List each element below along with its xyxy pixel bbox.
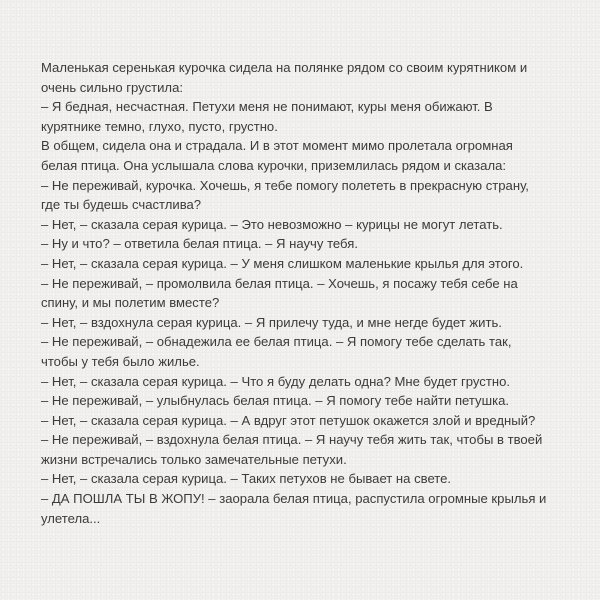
story-line: В общем, сидела она и страдала. И в этот момент мимо пролетала огромная [41,138,513,154]
story-line: – Нет, – сказала серая курица. – У меня слишком маленькие крылья для этого. [41,255,524,271]
story-line: белая птица. Она услышала слова курочки, приземлилась рядом и сказала: [41,157,507,173]
story-line: очень сильно грустила: [41,79,183,95]
story-line: Маленькая серенькая курочка сидела на полянке рядом со своим курятником и [41,60,528,75]
story-line: – Нет, – сказала серая курица. – А вдруг этот петушок окажется злой и вредный? [41,412,536,428]
story-line: спину, и мы полетим вместе? [41,295,220,311]
story-line: – Не переживай, – вздохнула белая птица. – Я научу тебя жить так, чтобы в твоей [41,432,543,448]
story-line: – Я бедная, несчастная. Петухи меня не понимают, куры меня обижают. В [41,99,493,115]
story-line: – Не переживай, – промолвила белая птица. – Хочешь, я посажу тебя себе на [41,275,518,291]
story-text-block [41,58,571,528]
story-line: – Не переживай, – улыбнулась белая птица. – Я помогу тебе найти петушка. [41,393,510,409]
story-line: курятнике темно, глухо, пусто, грустно. [41,118,278,134]
story-line: – Нет, – вздохнула серая курица. – Я прилечу туда, и мне негде будет жить. [41,314,502,330]
story-line: улетела... [41,510,101,526]
story-line: – Нет, – сказала серая курица. – Таких петухов не бывает на свете. [41,471,452,487]
story-line: – Нет, – сказала серая курица. – Это невозможно – курицы не могут летать. [41,216,503,232]
story-line: – Нет, – сказала серая курица. – Что я буду делать одна? Мне будет грустно. [41,373,511,389]
story-line: где ты будешь счастлива? [41,197,202,213]
story-line: – Не переживай, – обнадежила ее белая птица. – Я помогу тебе сделать так, [41,334,512,350]
story-line: – ДА ПОШЛА ТЫ В ЖОПУ! – заорала белая птица, распустила огромные крылья и [41,491,547,507]
story-line: жизни встречались только замечательные петухи. [41,451,347,467]
story-line: – Не переживай, курочка. Хочешь, я тебе помогу полететь в прекрасную страну, [41,177,529,193]
story-line: чтобы у тебя было жилье. [41,353,200,369]
story-line: – Ну и что? – ответила белая птица. – Я научу тебя. [41,236,358,252]
